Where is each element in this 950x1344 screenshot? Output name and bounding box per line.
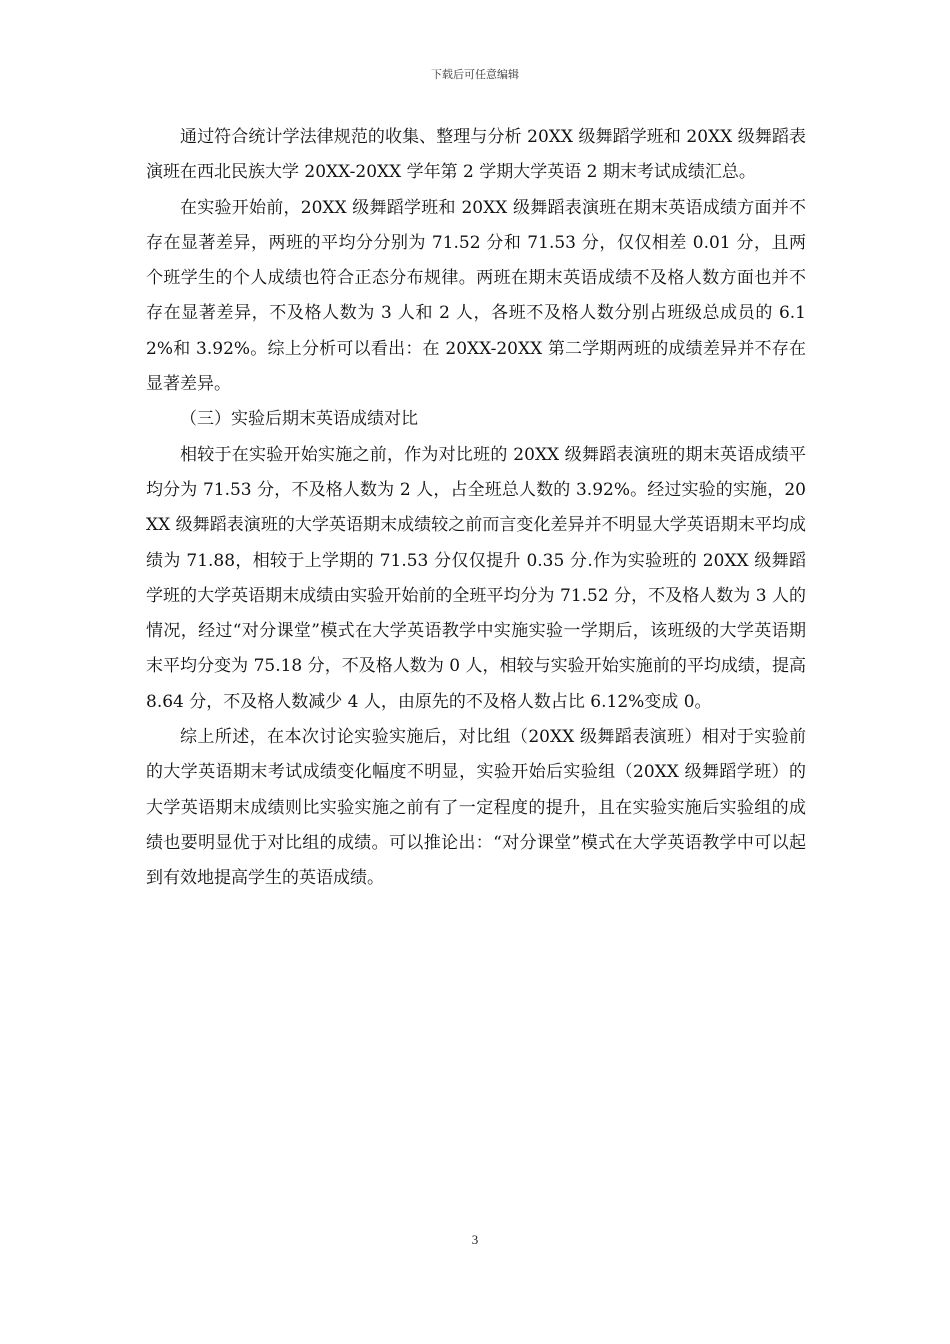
page-header: 下载后可任意编辑 xyxy=(431,68,519,81)
section-heading: （三）实验后期末英语成绩对比 xyxy=(180,409,418,430)
paragraph-before-experiment: 在实验开始前，20XX 级舞蹈学班和 20XX 级舞蹈表演班在期末英语成绩方面并不存在显著差异，两班的平均分分别为 71.52 分和 71.53 分，仅仅相差 0.01 分，且两个班学生的个人成绩也符合正态分布规律。两班在期末英语成绩不及格人数方面也并不存在显著差异，不及格人数为 3 人和 2 人，各班不及格人数分别占班级总成员的 6.12%和 3.92%。综上分析可以看出：在 20XX-20XX 第二学期两班的成绩差异并不存在显著差异。 xyxy=(146,197,806,395)
paragraph-conclusion: 综上所述，在本次讨论实验实施后，对比组（20XX 级舞蹈表演班）相对于实验前的大学英语期末考试成绩变化幅度不明显，实验开始后实验组（20XX 级舞蹈学班）的大学英语期末成绩则比实验实施之前有了一定程度的提升，且在实验实施后实验组的成绩也要明显优于对比组的成绩。可以推论出：“对分课堂”模式在大学英语教学中可以起到有效地提高学生的英语成绩。 xyxy=(146,727,806,889)
paragraph-after-experiment: 相较于在实验开始实施之前，作为对比班的 20XX 级舞蹈表演班的期末英语成绩平均分为 71.53 分，不及格人数为 2 人，占全班总人数的 3.92%。经过实验的实施，20XX 级舞蹈表演班的大学英语期末成绩较之前而言变化差异并不明显大学英语期末平均成绩为 71.88，相较于上学期的 71.53 分仅仅提升 0.35 分.作为实验班的 20XX 级舞蹈学班的大学英语期末成绩由实验开始前的全班平均分为 71.52 分，不及格人数为 3 人的情况，经过“对分课堂”模式在大学英语教学中实施实验一学期后，该班级的大学英语期末平均分变为 75.18 分，不及格人数为 0 人，相较与实验开始实施前的平均成绩，提高 8.64 分，不及格人数减少 4 人，由原先的不及格人数占比 6.12%变成 0。 xyxy=(146,444,806,712)
page-number: 3 xyxy=(471,1232,479,1247)
document-body xyxy=(146,120,806,897)
paragraph-data-collection: 通过符合统计学法律规范的收集、整理与分析 20XX 级舞蹈学班和 20XX 级舞蹈表演班在西北民族大学 20XX-20XX 学年第 2 学期大学英语 2 期末考试成绩汇总。 xyxy=(146,127,806,183)
